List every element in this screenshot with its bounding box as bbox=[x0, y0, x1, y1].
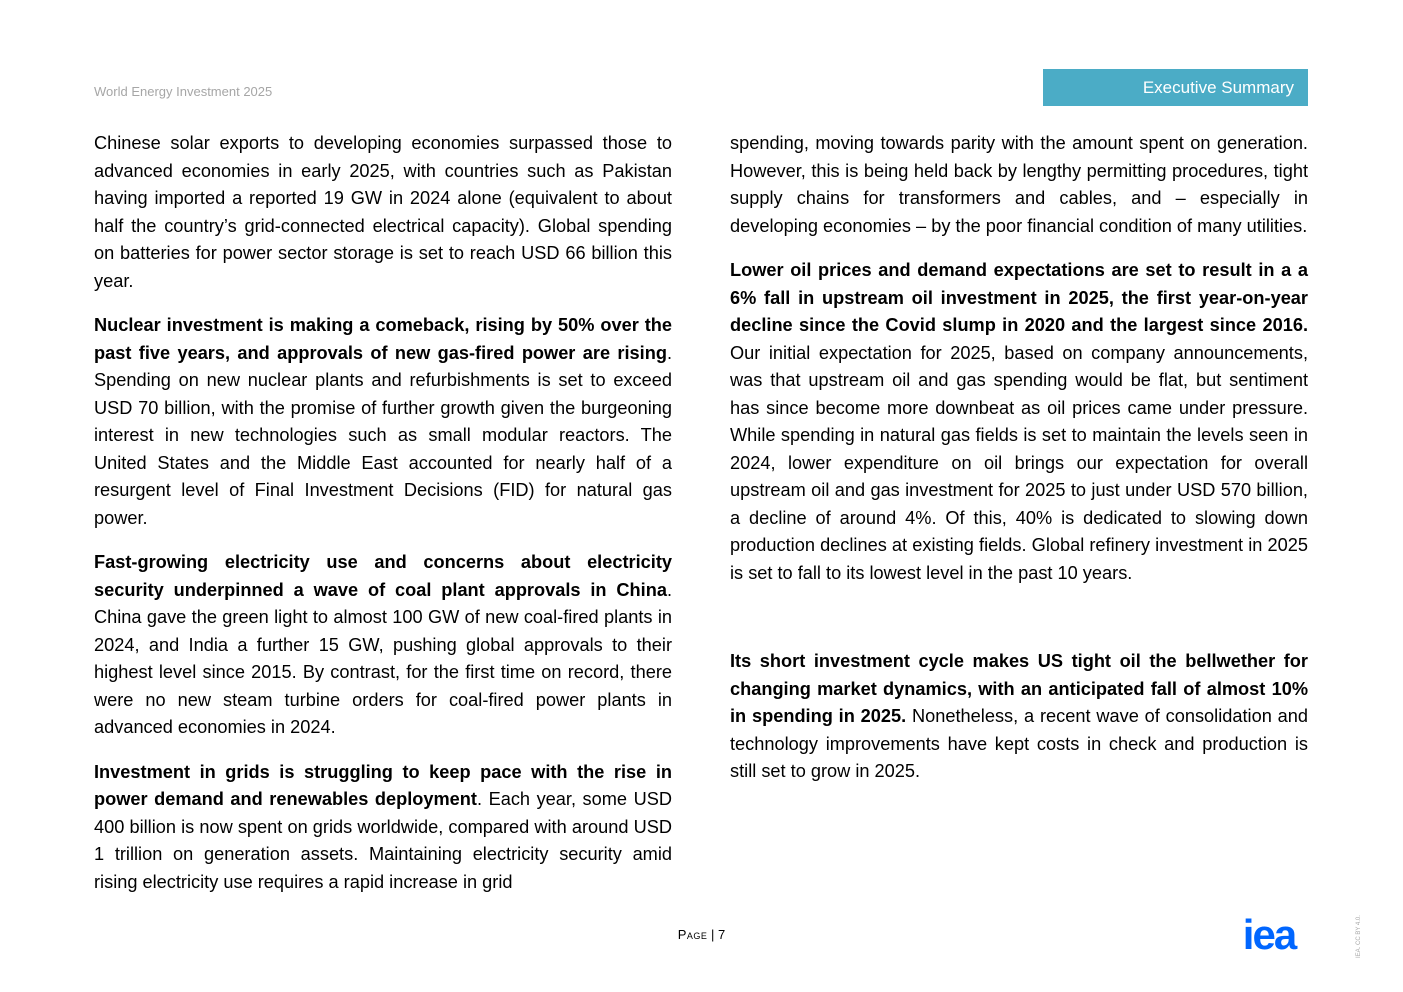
paragraph-lead: Nuclear investment is making a comeback, rising by 50% over the past five years, and approvals of new gas-fired power are rising bbox=[94, 315, 672, 363]
paragraph-text: . Each year, some USD 400 billion is now spent on grids worldwide, compared with around USD 1 trillion on generation assets. Maintaining electricity security amid rising electricity use requires a rapid increase in grid bbox=[94, 789, 672, 892]
paragraph-tight-oil bbox=[730, 648, 1308, 786]
iea-logo bbox=[1229, 918, 1309, 952]
paragraph-text: Our initial expectation for 2025, based on company announcements, was that upstream oil and gas spending would be flat, but sentiment has since become more downbeat as oil prices came under pressure. While spending in natural gas fields is set to maintain the levels seen in 2024, lower expenditure on oil brings our expectation for overall upstream oil and gas investment for 2025 to just under USD 570 billion, a decline of around 4%. Of this, 40% is dedicated to slowing down production declines at existing fields. Global refinery investment in 2025 is set to fall to its lowest level in the past 10 years. bbox=[730, 342, 1308, 583]
paragraph-text: spending, moving towards parity with the amount spent on generation. However, this is being held back by lengthy permitting procedures, tight supply chains for transformers and cables, and – especially in developing economies – by the poor financial condition of many utilities. bbox=[730, 133, 1308, 236]
page-label: Page bbox=[677, 927, 708, 942]
logo-text: iea bbox=[1242, 918, 1296, 952]
report-title: World Energy Investment 2025 bbox=[94, 84, 273, 99]
paragraph-text: . Spending on new nuclear plants and refurbishments is set to exceed USD 70 billion, with the promise of further growth given the burgeoning interest in new technologies such as small modular reactors. The United States and the Middle East accounted for nearly half of a resurgent level of Final Investment Decisions (FID) for natural gas power. bbox=[94, 342, 672, 528]
license-text: IEA. CC BY 4.0. bbox=[1356, 915, 1362, 958]
paragraph-grid-spending bbox=[730, 130, 1308, 240]
paragraph-grids bbox=[94, 759, 672, 897]
paragraph-text: . China gave the green light to almost 100 GW of new coal-fired plants in 2024, and India a further 15 GW, pushing global approvals to their highest level since 2015. By contrast, for the first time on record, there were no new steam turbine orders for coal-fired power plants in advanced economies in 2024. bbox=[94, 579, 672, 737]
paragraph-lead: Its short investment cycle makes US tight oil the bellwether for changing market dynamics, with an anticipated fall of almost 10% in spending in 2025. bbox=[730, 651, 1308, 726]
section-badge bbox=[1043, 69, 1308, 106]
section-title: Executive Summary bbox=[1142, 77, 1294, 97]
page-number: 7 bbox=[718, 927, 726, 942]
right-column bbox=[730, 130, 1308, 803]
paragraph-upstream-oil bbox=[730, 257, 1308, 587]
left-column bbox=[94, 130, 672, 913]
paragraph-nuclear bbox=[94, 312, 672, 532]
paragraph-coal bbox=[94, 549, 672, 742]
paragraph-text: Chinese solar exports to developing economies surpassed those to advanced economies in early 2025, with countries such as Pakistan having imported a reported 19 GW in 2024 alone (equivalent to about half the country’s grid-connected electrical capacity). Global spending on batteries for power sector storage is set to reach USD 66 billion this year. bbox=[94, 133, 672, 291]
paragraph-text: Nonetheless, a recent wave of consolidation and technology improvements have kept costs in check and production is still set to grow in 2025. bbox=[730, 706, 1308, 781]
paragraph-solar-exports bbox=[94, 130, 672, 295]
paragraph-lead: Fast-growing electricity use and concerns about electricity security underpinned a wave of coal plant approvals in China bbox=[94, 552, 672, 600]
paragraph-lead: Investment in grids is struggling to keep pace with the rise in power demand and renewables deployment bbox=[94, 761, 672, 809]
page-separator: | bbox=[707, 927, 719, 942]
paragraph-lead: Lower oil prices and demand expectations are set to result in a a 6% fall in upstream oil investment in 2025, the first year-on-year decline since the Covid slump in 2020 and the largest since 2016. bbox=[730, 260, 1308, 335]
page-footer bbox=[0, 927, 1403, 942]
